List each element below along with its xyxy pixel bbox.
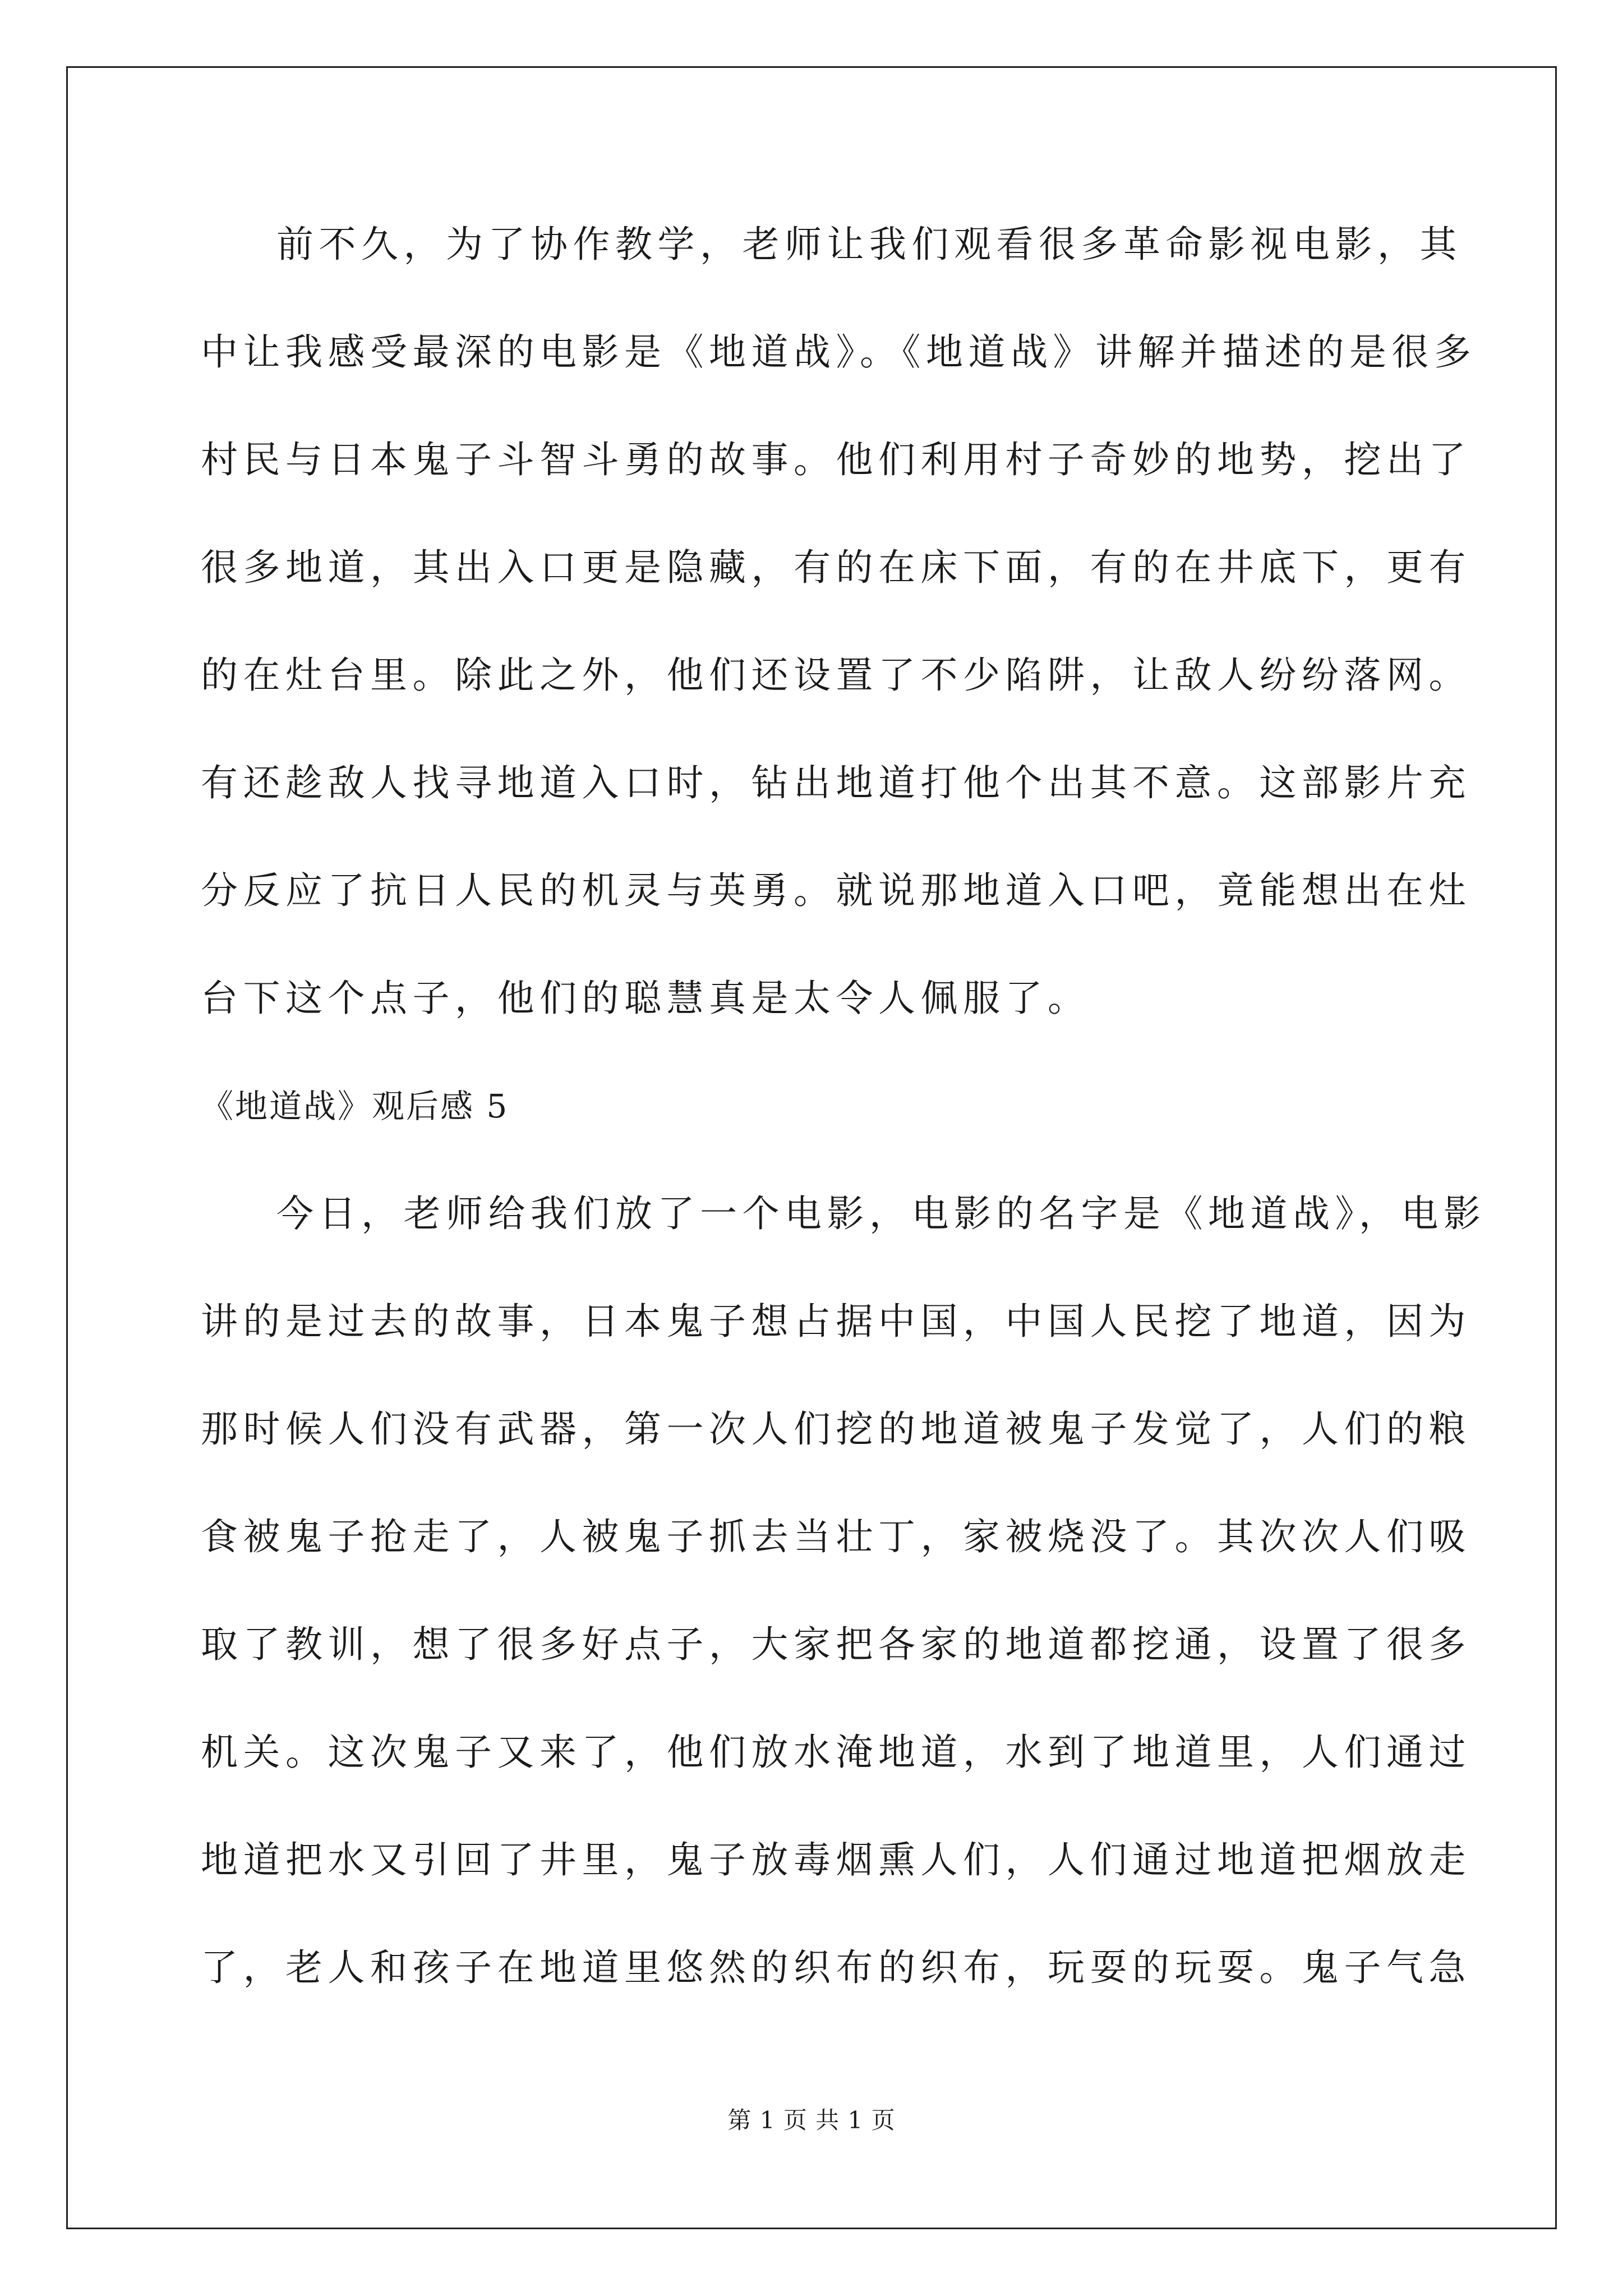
- paragraph-line: 台下这个点子，他们的聪慧真是太令人佩服了。: [201, 977, 1090, 1020]
- paragraph-line: 村民与日本鬼子斗智斗勇的故事。他们利用村子奇妙的地势，挖出了: [201, 438, 1471, 481]
- paragraph-line: 前不久，为了协作教学，老师让我们观看很多革命影视电影，其: [276, 223, 1462, 266]
- paragraph-line: 取了教训，想了很多好点子，大家把各家的地道都挖通，设置了很多: [201, 1623, 1471, 1666]
- paragraph-line: 机关。这次鬼子又来了，他们放水淹地道，水到了地道里，人们通过: [201, 1731, 1471, 1774]
- paragraph-line: 很多地道，其出入口更是隐藏，有的在床下面，有的在井底下，更有: [201, 546, 1471, 589]
- paragraph-2: [201, 1191, 1486, 2053]
- paragraph-line: 讲的是过去的故事，日本鬼子想占据中国，中国人民挖了地道，因为: [201, 1300, 1471, 1343]
- paragraph-line: 那时候人们没有武器，第一次人们挖的地道被鬼子发觉了，人们的粮: [201, 1407, 1471, 1451]
- paragraph-line: 食被鬼子抢走了，人被鬼子抓去当壮丁，家被烧没了。其次次人们吸: [201, 1515, 1471, 1558]
- paragraph-line: 中让我感受最深的电影是《地道战》。《地道战》讲解并描述的是很多: [201, 330, 1477, 374]
- paragraph-line: 分反应了抗日人民的机灵与英勇。就说那地道入口吧，竟能想出在灶: [201, 869, 1471, 912]
- paragraph-line: 的在灶台里。除此之外，他们还设置了不少陷阱，让敌人纷纷落网。: [201, 654, 1471, 697]
- section-heading: 《地道战》观后感 5: [201, 1087, 509, 1125]
- paragraph-line: 地道把水又引回了井里，鬼子放毒烟熏人们，人们通过地道把烟放走: [201, 1838, 1471, 1881]
- paragraph-line: 有还趁敌人找寻地道入口时，钻出地道打他个出其不意。这部影片充: [201, 761, 1471, 804]
- paragraph-line: 了，老人和孩子在地道里悠然的织布的织布，玩耍的玩耍。鬼子气急: [201, 1946, 1471, 1989]
- document-body: [201, 222, 1486, 2053]
- paragraph-line: 今日，老师给我们放了一个电影，电影的名字是《地道战》，电影: [276, 1192, 1486, 1235]
- page-number-footer: 第 1 页 共 1 页: [727, 2106, 896, 2134]
- paragraph-1: [201, 222, 1477, 1084]
